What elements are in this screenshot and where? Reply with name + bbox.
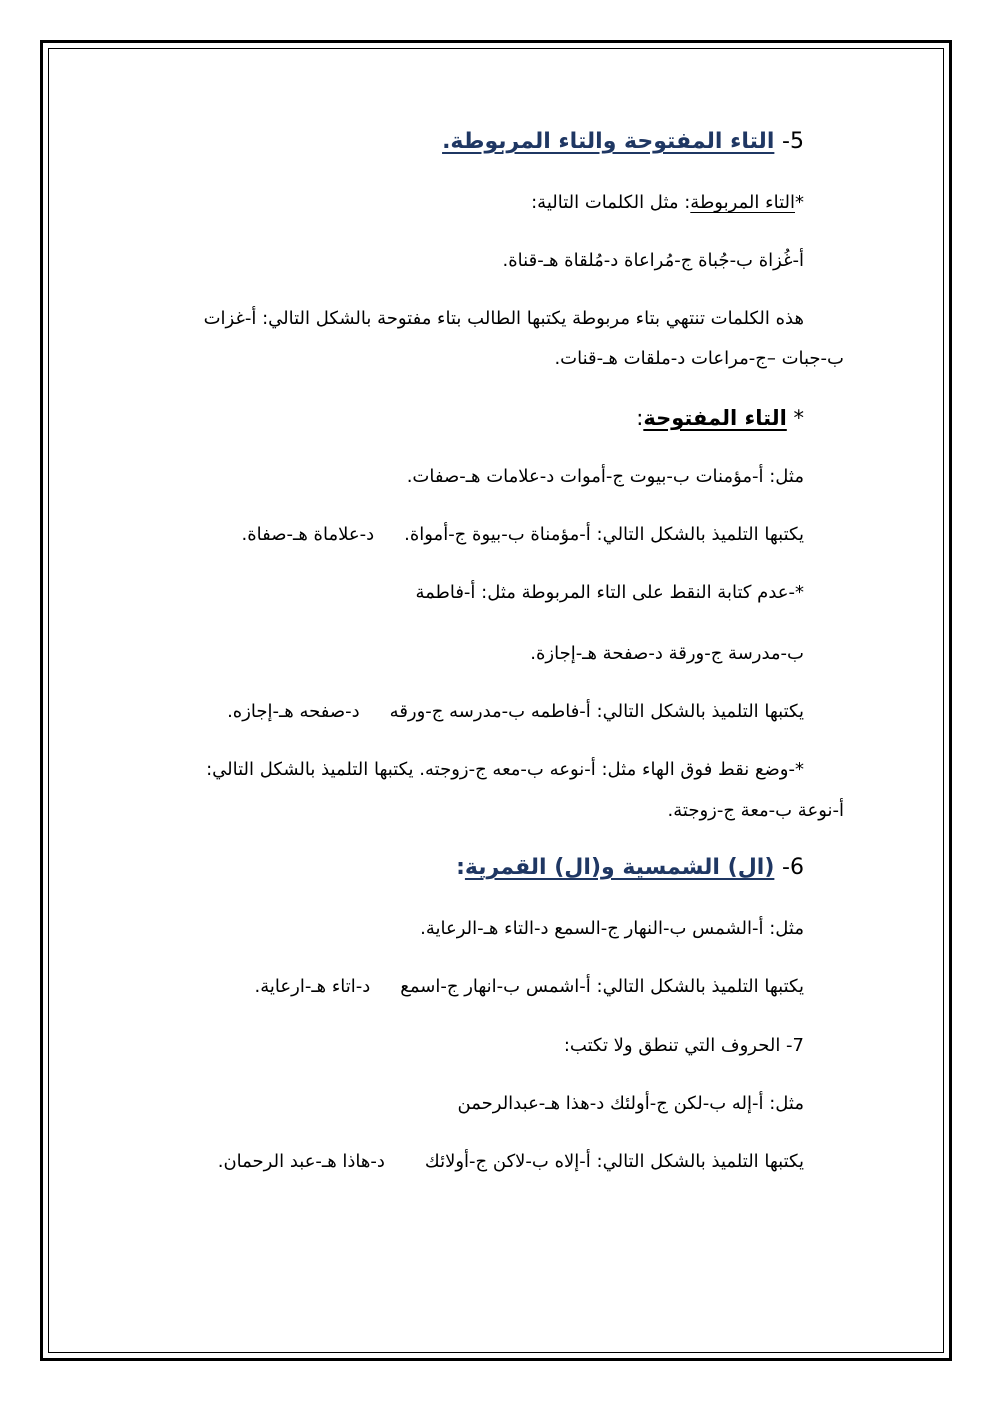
no-dots-written xyxy=(227,699,804,725)
section-7-written-a: يكتبها التلميذ بالشكل التالي: أ-إلاه ب-لاكن ج-أولائك xyxy=(424,1151,804,1172)
tied-ta-intro-text: : مثل الكلمات التالية: xyxy=(531,192,691,213)
tied-ta-label: التاء المربوطة xyxy=(690,192,795,213)
section-7-written xyxy=(218,1149,804,1175)
no-dots-line-1: *-عدم كتابة النقط على التاء المربوطة مثل: أ-فاطمة xyxy=(415,582,804,603)
open-ta-label: التاء المفتوحة xyxy=(643,406,787,430)
section-6-written-a: يكتبها التلميذ بالشكل التالي: أ-اشمس ب-انهار ج-اسمع xyxy=(400,976,804,997)
section-6-written xyxy=(255,974,804,1000)
dots-line-2: أ-نوعة ب-معة ج-زوجتة. xyxy=(667,800,844,821)
tied-ta-explain-1: هذه الكلمات تنتهي بتاء مربوطة يكتبها الطالب بتاء مفتوحة بالشكل التالي: أ-غزات xyxy=(203,308,804,329)
open-ta-written-a: يكتبها التلميذ بالشكل التالي: أ-مؤمناة ب-بيوة ج-أمواة. xyxy=(404,524,804,545)
section-6-number: 6- xyxy=(782,855,804,880)
section-7-examples: مثل: أ-إله ب-لكن ج-أولئك د-هذا هـ-عبدالرحمن xyxy=(457,1093,804,1114)
section-7-written-b: د-هاذا هـ-عبد الرحمان. xyxy=(217,1151,385,1172)
no-dots-written-a: يكتبها التلميذ بالشكل التالي: أ-فاطمه ب-مدرسه ج-ورقه xyxy=(389,701,804,722)
tied-ta-examples: أ-غُزاة ب-جُباة ج-مُراعاة د-مُلقاة هـ-قناة. xyxy=(502,250,804,271)
tied-ta-explain-2: ب-جبات –ج-مراعات د-ملقات هـ-قنات. xyxy=(554,348,844,369)
section-6-written-b: د-اتاء هـ-ارعاية. xyxy=(254,976,371,997)
open-ta-written xyxy=(242,522,804,548)
open-ta-examples: مثل: أ-مؤمنات ب-بيوت ج-أموات د-علامات هـ-صفات. xyxy=(406,466,804,487)
section-5-number: 5- xyxy=(782,129,804,154)
dots-line-1: *-وضع نقط فوق الهاء مثل: أ-نوعه ب-معه ج-زوجته. يكتبها التلميذ بالشكل التالي: xyxy=(206,759,804,780)
tied-ta-intro: *التاء المربوطة: مثل الكلمات التالية: xyxy=(531,192,804,213)
no-dots-line-2: ب-مدرسة ج-ورقة د-صفحة هـ-إجازة. xyxy=(530,643,804,664)
section-7-title: 7- الحروف التي تنطق ولا تكتب: xyxy=(563,1035,804,1056)
section-6-title: (ال) الشمسية و(ال) القمرية xyxy=(464,855,775,880)
open-ta-heading: * التاء المفتوحة: xyxy=(636,406,804,430)
section-5-heading xyxy=(442,127,804,157)
section-5-title: التاء المفتوحة والتاء المربوطة. xyxy=(442,129,775,154)
section-6-examples: مثل: أ-الشمس ب-النهار ج-السمع د-التاء هـ-الرعاية. xyxy=(420,918,804,939)
open-ta-written-b: د-علاماة هـ-صفاة. xyxy=(241,524,375,545)
no-dots-written-b: د-صفحه هـ-إجازه. xyxy=(227,701,360,722)
section-6-heading: 6- (ال) الشمسية و(ال) القمرية: xyxy=(456,855,804,880)
